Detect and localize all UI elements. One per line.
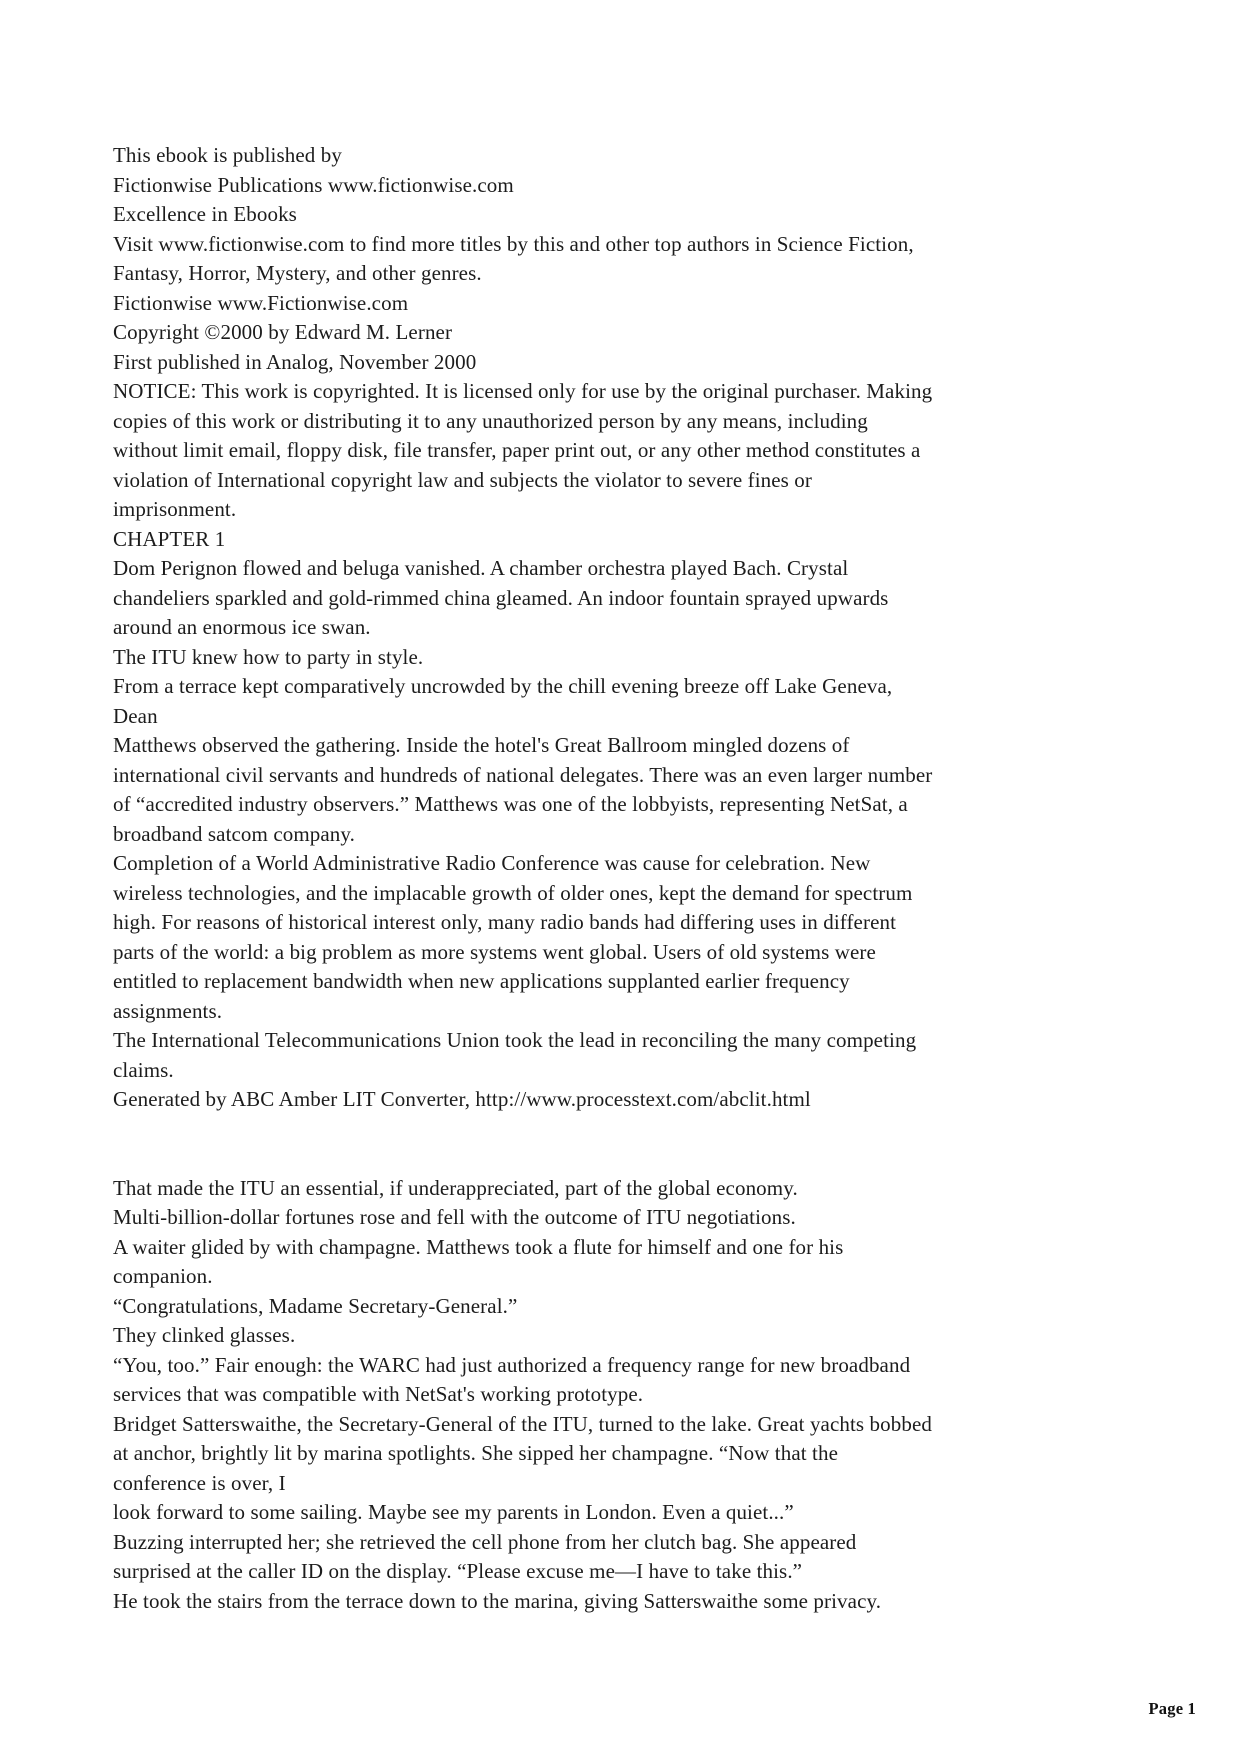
text-line: “You, too.” Fair enough: the WARC had just authorized a frequency range for new broadband	[113, 1352, 911, 1377]
text-line: conference is over, I	[113, 1470, 286, 1495]
text-line: This ebook is published by	[113, 143, 342, 167]
text-line: Bridget Satterswaithe, the Secretary-General of the ITU, turned to the lake. Great yachts bobbed	[113, 1411, 932, 1436]
text-line: claims.	[113, 1057, 174, 1082]
text-line: “Congratulations, Madame Secretary-General.”	[113, 1293, 518, 1318]
text-line: Fictionwise Publications www.fictionwise.com	[113, 172, 514, 197]
text-line: imprisonment.	[113, 497, 237, 521]
text-line: CHAPTER 1	[113, 526, 226, 551]
text-line: chandeliers sparkled and gold-rimmed china gleamed. An indoor fountain sprayed upwards	[113, 585, 889, 610]
text-line: look forward to some sailing. Maybe see my parents in London. Even a quiet...”	[113, 1500, 794, 1524]
text-line: Excellence in Ebooks	[113, 202, 297, 226]
text-line: high. For reasons of historical interest only, many radio bands had differing uses in different	[113, 910, 897, 934]
text-line: at anchor, brightly lit by marina spotlights. She sipped her champagne. “Now that the	[113, 1441, 838, 1465]
page-number: Page 1	[1148, 1699, 1196, 1718]
text-line: surprised at the caller ID on the display. “Please excuse me—I have to take this.”	[113, 1559, 803, 1583]
text-line: Buzzing interrupted her; she retrieved the cell phone from her clutch bag. She appeared	[113, 1529, 857, 1554]
text-line: Multi-billion-dollar fortunes rose and fell with the outcome of ITU negotiations.	[113, 1205, 796, 1229]
text-line: wireless technologies, and the implacable growth of older ones, kept the demand for spectrum	[113, 880, 913, 905]
text-line: Fictionwise www.Fictionwise.com	[113, 290, 409, 315]
text-line: violation of International copyright law and subjects the violator to severe fines or	[113, 467, 812, 492]
text-line: The International Telecommunications Union took the lead in reconciling the many competing	[113, 1028, 917, 1052]
text-line: services that was compatible with NetSat's working prototype.	[113, 1382, 644, 1406]
text-line: Dom Perignon flowed and beluga vanished. A chamber orchestra played Bach. Crystal	[113, 556, 849, 580]
text-line: Fantasy, Horror, Mystery, and other genres.	[113, 261, 482, 285]
text-line: The ITU knew how to party in style.	[113, 644, 424, 669]
text-line: Matthews observed the gathering. Inside the hotel's Great Ballroom mingled dozens of	[113, 733, 850, 757]
text-line: assignments.	[113, 998, 223, 1023]
text-line: international civil servants and hundreds of national delegates. There was an even larger number	[113, 762, 933, 787]
text-line: That made the ITU an essential, if underappreciated, part of the global economy.	[113, 1175, 798, 1200]
text-line: without limit email, floppy disk, file transfer, paper print out, or any other method constitutes a	[113, 438, 921, 462]
text-line: Copyright ©2000 by Edward M. Lerner	[113, 320, 453, 344]
text-line: From a terrace kept comparatively uncrowded by the chill evening breeze off Lake Geneva,	[113, 674, 893, 698]
text-line: NOTICE: This work is copyrighted. It is licensed only for use by the original purchaser. Making	[113, 379, 933, 403]
text-line: parts of the world: a big problem as more systems went global. Users of old systems were	[113, 939, 876, 964]
text-line: He took the stairs from the terrace down to the marina, giving Satterswaithe some privacy.	[113, 1588, 882, 1613]
blank-line	[113, 1144, 1143, 1174]
text-line: copies of this work or distributing it to any unauthorized person by any means, including	[113, 408, 868, 433]
text-line: First published in Analog, November 2000	[113, 349, 477, 374]
text-line: entitled to replacement bandwidth when new applications supplanted earlier frequency	[113, 969, 850, 993]
text-line: broadband satcom company.	[113, 821, 355, 846]
text-line: They clinked glasses.	[113, 1323, 296, 1347]
text-line: Dean	[113, 703, 158, 728]
text-line: companion.	[113, 1264, 213, 1288]
text-line: of “accredited industry observers.” Matthews was one of the lobbyists, representing NetSat, a	[113, 792, 908, 816]
text-line: Visit www.fictionwise.com to find more titles by this and other top authors in Science Fiction,	[113, 231, 914, 256]
blank-line	[113, 1115, 1143, 1145]
text-line: Generated by ABC Amber LIT Converter, http://www.processtext.com/abclit.html	[113, 1087, 811, 1111]
ebook-text-block	[113, 141, 1143, 1616]
text-line: A waiter glided by with champagne. Matthews took a flute for himself and one for his	[113, 1234, 844, 1259]
text-line: around an enormous ice swan.	[113, 615, 371, 639]
text-line: Completion of a World Administrative Radio Conference was cause for celebration. New	[113, 851, 871, 875]
